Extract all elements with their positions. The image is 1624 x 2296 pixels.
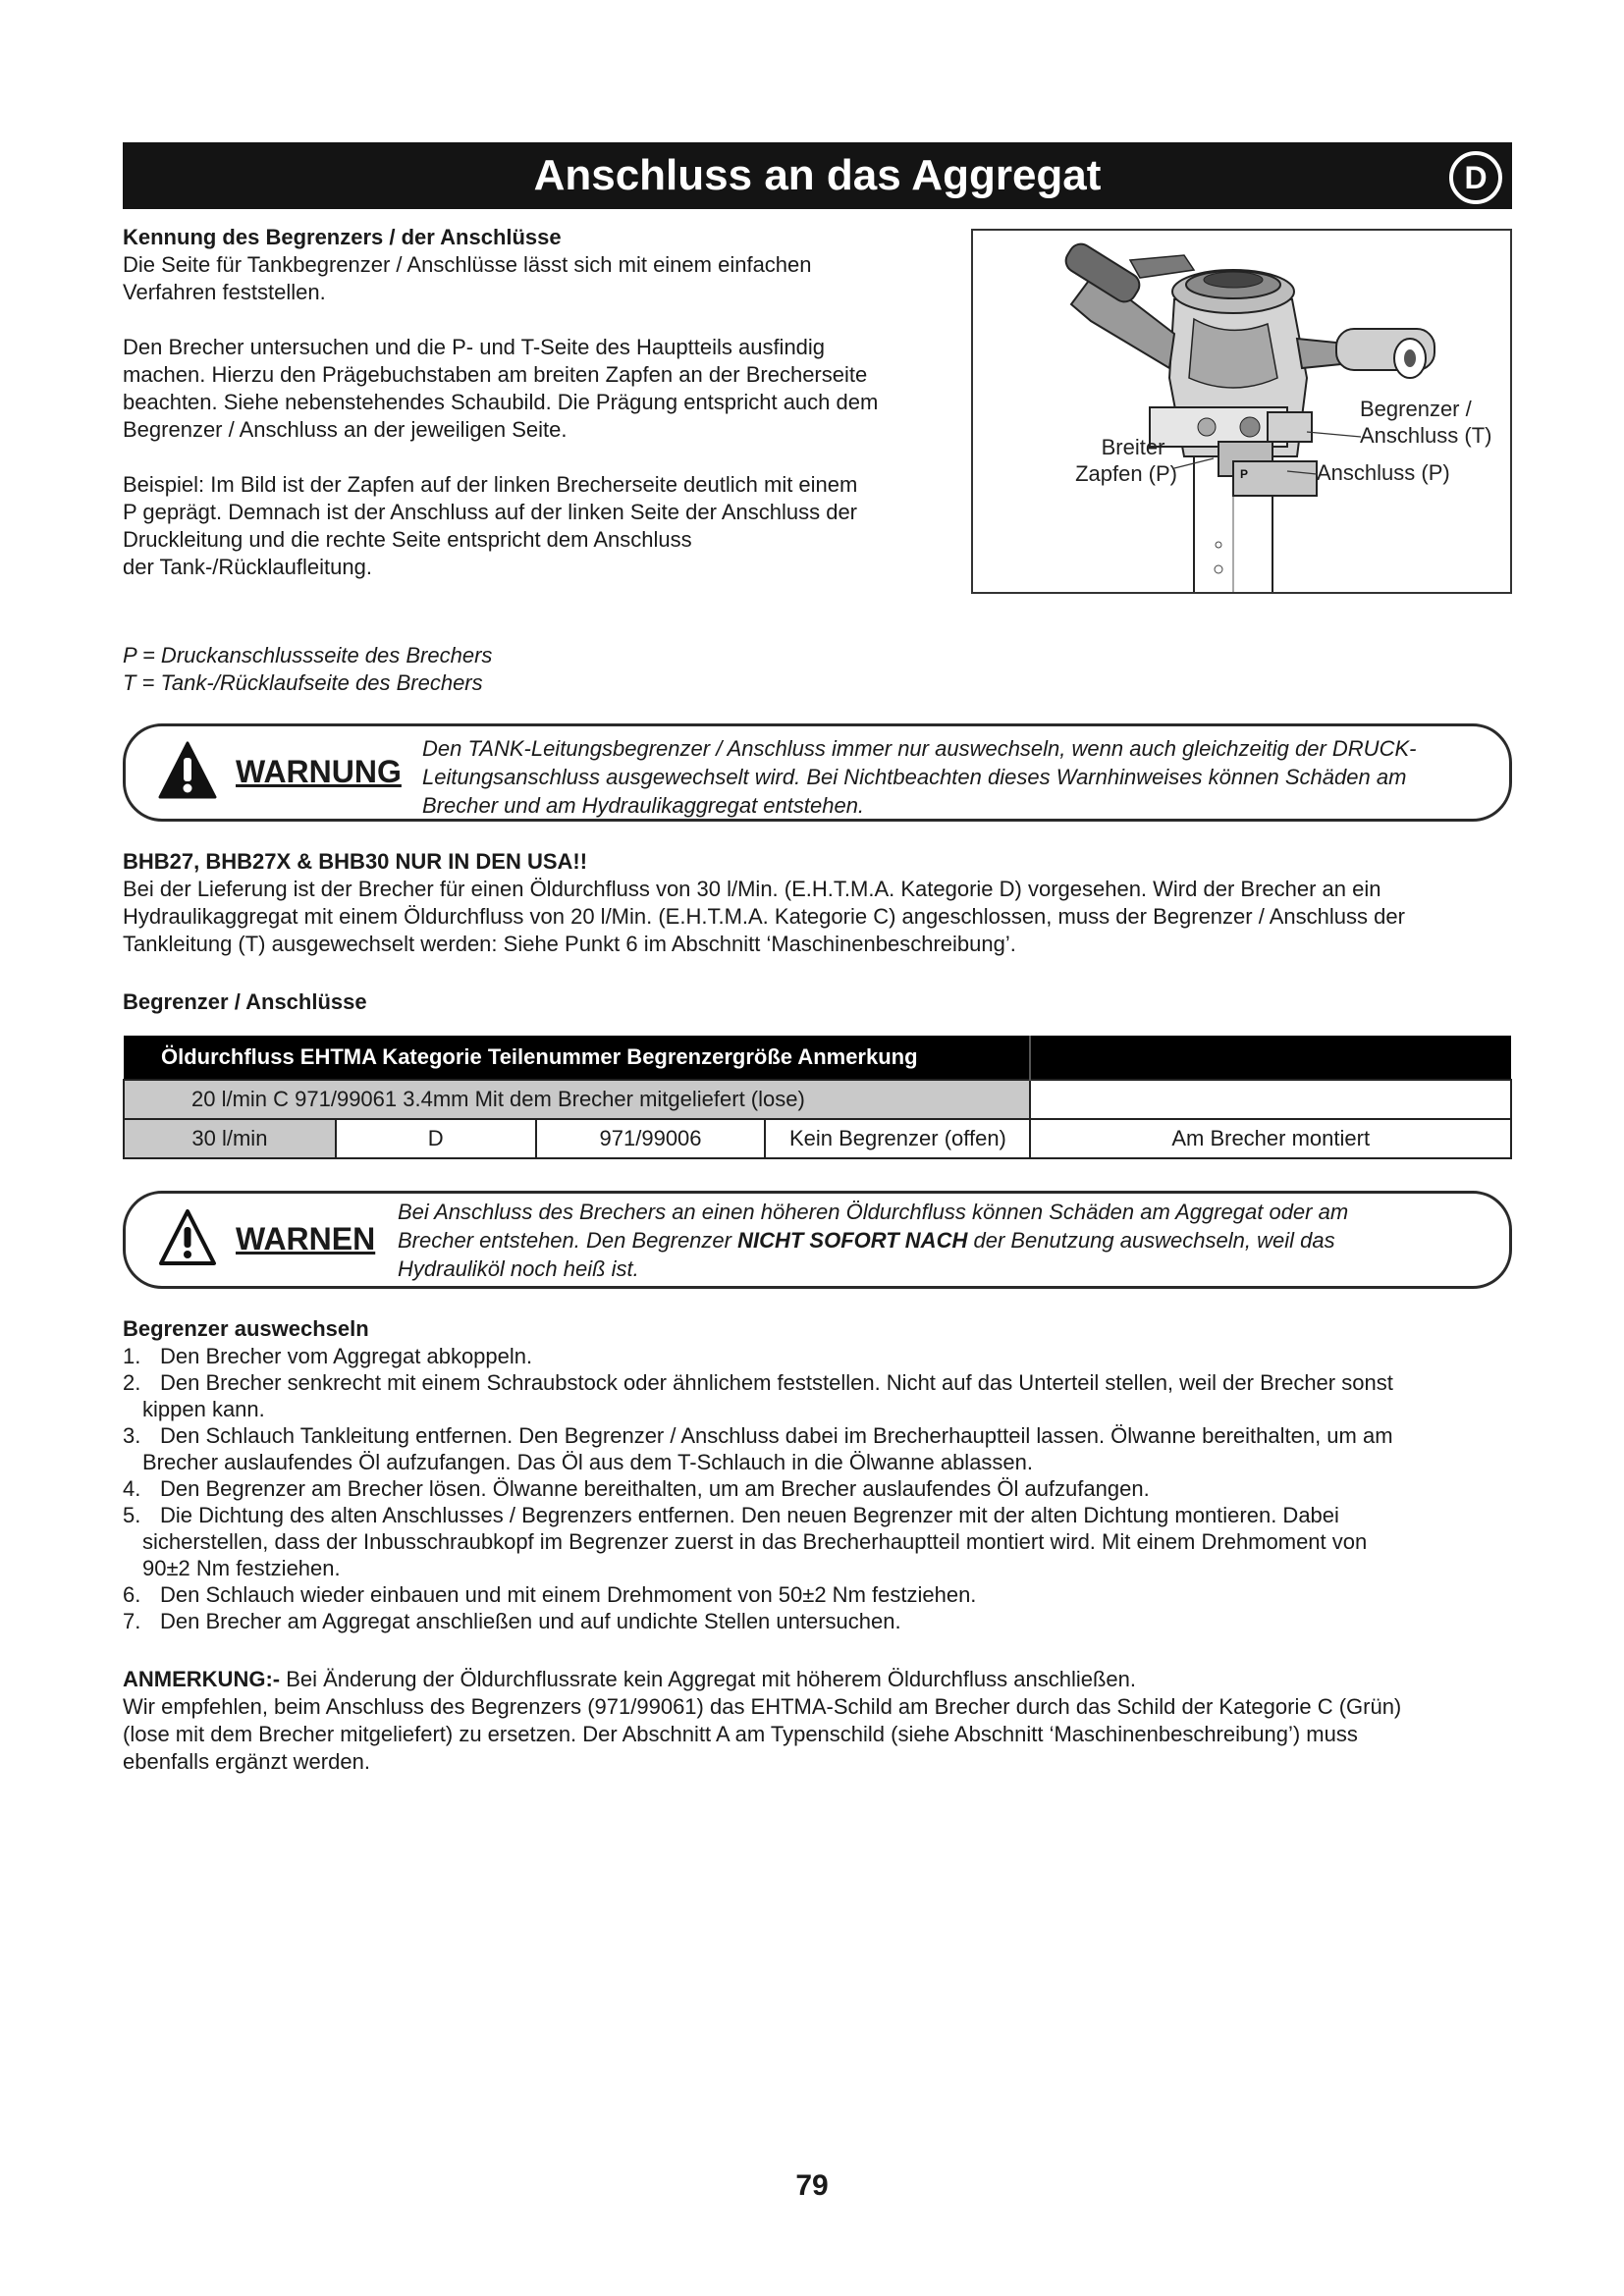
- table-cell: 20 l/min C 971/99061 3.4mm Mit dem Brecher mitgeliefert (lose): [124, 1080, 1030, 1119]
- paragraph-line: Beispiel: Im Bild ist der Zapfen auf der linken Brecherseite deutlich mit einem: [123, 472, 858, 497]
- note: [123, 1666, 1512, 1776]
- step-line: kippen kann.: [142, 1397, 265, 1421]
- section-limiters: [123, 988, 367, 1016]
- title-bar: [123, 142, 1512, 209]
- paragraph-line: der Tank-/Rücklaufleitung.: [123, 555, 372, 579]
- table-row: [124, 1080, 1511, 1119]
- step-line: Den Schlauch wieder einbauen und mit einem Drehmoment von 50±2 Nm festziehen.: [160, 1582, 977, 1607]
- table-cell: 30 l/min: [124, 1119, 336, 1158]
- step-number: 1.: [123, 1344, 141, 1368]
- note-line: (lose mit dem Brecher mitgeliefert) zu ersetzen. Der Abschnitt A am Typenschild (siehe Abschnitt ‘Maschinenbeschreibung’) muss: [123, 1722, 1358, 1746]
- section-identification: [123, 224, 957, 581]
- step-line: 90±2 Nm festziehen.: [142, 1556, 341, 1580]
- list-item: [123, 1369, 1512, 1422]
- caution-triangle-icon: [157, 1207, 218, 1268]
- label-wide-pin-line2: Zapfen (P): [1075, 461, 1177, 486]
- section-heading: BHB27, BHB27X & BHB30 NUR IN DEN USA!!: [123, 849, 588, 874]
- list-item: [123, 1608, 1512, 1634]
- warning-line: Bei Anschluss des Brechers an einen höheren Öldurchfluss können Schäden am Aggregat oder am: [398, 1200, 1349, 1224]
- warning-text: [422, 734, 1416, 820]
- steps-list: [123, 1343, 1512, 1634]
- paragraph-line: machen. Hierzu den Prägebuchstaben am breiten Zapfen an der Brecherseite: [123, 362, 868, 387]
- table-header: Öldurchfluss EHTMA Kategorie Teilenummer Begrenzergröße Anmerkung: [124, 1036, 1030, 1080]
- label-limiter-line1: Begrenzer /: [1360, 397, 1472, 421]
- step-line: Die Dichtung des alten Anschlusses / Begrenzers entfernen. Den neuen Begrenzer mit der alten Dichtung montieren. Dabei: [160, 1503, 1339, 1527]
- section-usa: [123, 848, 1512, 958]
- step-number: 7.: [123, 1609, 141, 1633]
- paragraph-line: Bei der Lieferung ist der Brecher für einen Öldurchfluss von 30 l/Min. (E.H.T.M.A. Kategorie D) vorgesehen. Wird der Brecher an ein: [123, 877, 1381, 901]
- table-cell: D: [336, 1119, 536, 1158]
- paragraph-line: Den Brecher untersuchen und die P- und T-Seite des Hauptteils ausfindig: [123, 335, 826, 359]
- label-wide-pin-line1: Breiter: [1101, 435, 1165, 459]
- legend: [123, 642, 492, 697]
- table-cell: 971/99006: [536, 1119, 766, 1158]
- paragraph-line: beachten. Siehe nebenstehendes Schaubild. Die Prägung entspricht auch dem: [123, 390, 879, 414]
- legend-line: T = Tank-/Rücklaufseite des Brechers: [123, 670, 483, 695]
- paragraph-line: Verfahren feststellen.: [123, 280, 326, 304]
- warning-line: Brecher und am Hydraulikaggregat entstehen.: [422, 793, 865, 818]
- warning-label: WARNUNG: [236, 754, 402, 789]
- note-label: ANMERKUNG:-: [123, 1667, 281, 1691]
- note-line: Wir empfehlen, beim Anschluss des Begrenzers (971/99061) das EHTMA-Schild am Brecher durch das Schild der Kategorie C (Grün): [123, 1694, 1402, 1719]
- step-number: 3.: [123, 1423, 141, 1448]
- warning-box: [123, 723, 1512, 822]
- step-line: Den Brecher senkrecht mit einem Schraubstock oder ähnlichem feststellen. Nicht auf das Unterteil stellen, weil der Brecher sonst: [160, 1370, 1393, 1395]
- step-line: sicherstellen, dass der Inbusschraubkopf im Begrenzer zuerst in das Brecherhauptteil montiert wird. Mit einem Drehmoment von: [142, 1529, 1368, 1554]
- limiter-table: [123, 1036, 1512, 1159]
- paragraph-line: Druckleitung und die rechte Seite entspricht dem Anschluss: [123, 527, 692, 552]
- table-header-cell: [1030, 1036, 1511, 1080]
- step-line: Den Brecher vom Aggregat abkoppeln.: [160, 1344, 533, 1368]
- legend-line: P = Druckanschlussseite des Brechers: [123, 643, 493, 667]
- step-line: Den Brecher am Aggregat anschließen und auf undichte Stellen untersuchen.: [160, 1609, 901, 1633]
- section-heading: Kennung des Begrenzers / der Anschlüsse: [123, 225, 562, 249]
- warning-line: Hydrauliköl noch heiß ist.: [398, 1256, 639, 1281]
- list-item: [123, 1422, 1512, 1475]
- paragraph-line: Begrenzer / Anschluss an der jeweiligen Seite.: [123, 417, 568, 442]
- stamp-letter: P: [1240, 467, 1249, 481]
- paragraph-line: Hydraulikaggregat mit einem Öldurchfluss von 20 l/Min. (E.H.T.M.A. Kategorie C) angeschlossen, muss der Begrenzer / Anschluss der: [123, 904, 1405, 929]
- step-number: 5.: [123, 1503, 141, 1527]
- note-line: ebenfalls ergänzt werden.: [123, 1749, 370, 1774]
- table-cell: [1030, 1080, 1511, 1119]
- label-port: Anschluss (P): [1317, 460, 1450, 485]
- step-line: Den Schlauch Tankleitung entfernen. Den Begrenzer / Anschluss dabei im Brecherhauptteil lassen. Ölwanne bereithalten, um am: [160, 1423, 1393, 1448]
- warning-text-part: Brecher entstehen. Den Begrenzer: [398, 1228, 738, 1253]
- warning-text-bold: NICHT SOFORT NACH: [737, 1228, 968, 1253]
- step-line: Den Begrenzer am Brecher lösen. Ölwanne bereithalten, um am Brecher auslaufendes Öl aufzufangen.: [160, 1476, 1150, 1501]
- warning-text: [398, 1198, 1348, 1283]
- warning-label: WARNEN: [236, 1221, 376, 1256]
- paragraph-line: P geprägt. Demnach ist der Anschluss auf der linken Seite der Anschluss der: [123, 500, 858, 524]
- table-header-row: [124, 1036, 1511, 1080]
- list-item: [123, 1343, 1512, 1369]
- step-number: 2.: [123, 1370, 141, 1395]
- breaker-figure: [971, 229, 1512, 594]
- warning-triangle-icon: [157, 740, 218, 801]
- table-cell: Kein Begrenzer (offen): [765, 1119, 1030, 1158]
- warning-box: [123, 1191, 1512, 1289]
- table-row: [124, 1119, 1511, 1158]
- section-heading: Begrenzer / Anschlüsse: [123, 989, 367, 1014]
- section-heading: Begrenzer auswechseln: [123, 1316, 369, 1341]
- step-number: 6.: [123, 1582, 141, 1607]
- step-line: Brecher auslaufendes Öl aufzufangen. Das Öl aus dem T-Schlauch in die Ölwanne ablassen.: [142, 1450, 1034, 1474]
- list-item: [123, 1475, 1512, 1502]
- table-cell: Am Brecher montiert: [1030, 1119, 1511, 1158]
- note-line: Bei Änderung der Öldurchflussrate kein Aggregat mit höherem Öldurchfluss anschließen.: [280, 1667, 1136, 1691]
- page-title: Anschluss an das Aggregat: [533, 151, 1102, 199]
- list-item: [123, 1502, 1512, 1581]
- page-number: 79: [795, 2169, 829, 2202]
- label-limiter-line2: Anschluss (T): [1360, 423, 1492, 448]
- step-number: 4.: [123, 1476, 141, 1501]
- section-replace: [123, 1315, 1512, 1634]
- warning-line: Den TANK-Leitungsbegrenzer / Anschluss immer nur auswechseln, wenn auch gleichzeitig der DRUCK-: [422, 736, 1417, 761]
- warning-text-part: der Benutzung auswechseln, weil das: [967, 1228, 1335, 1253]
- warning-line: [398, 1226, 1348, 1255]
- paragraph-line: Tankleitung (T) ausgewechselt werden: Siehe Punkt 6 im Abschnitt ‘Maschinenbeschreibung’.: [123, 932, 1016, 956]
- warning-line: Leitungsanschluss ausgewechselt wird. Bei Nichtbeachten dieses Warnhinweises können Schäden am: [422, 765, 1407, 789]
- language-badge: D: [1449, 151, 1502, 204]
- list-item: [123, 1581, 1512, 1608]
- paragraph-line: Die Seite für Tankbegrenzer / Anschlüsse lässt sich mit einem einfachen: [123, 252, 812, 277]
